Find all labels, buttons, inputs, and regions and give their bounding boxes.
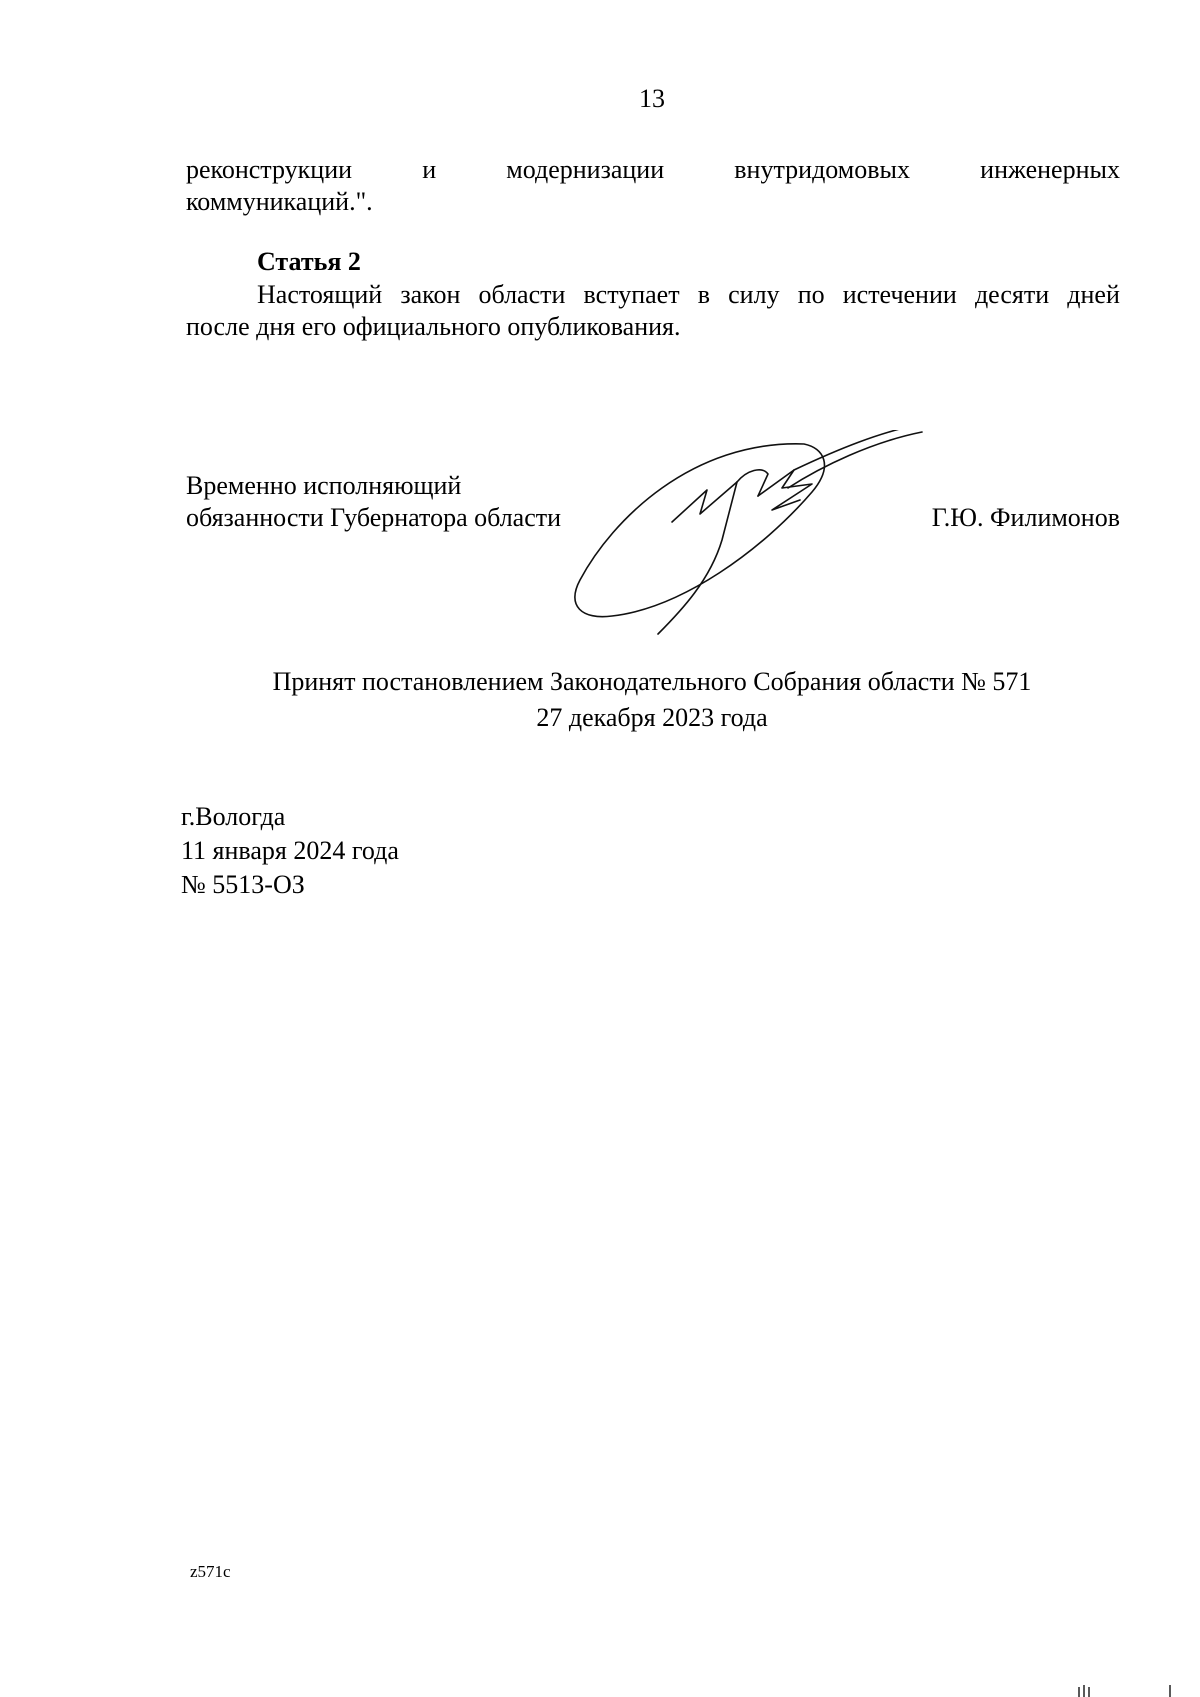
place-date-block <box>181 800 399 902</box>
city: г.Вологда <box>181 802 286 831</box>
word: закон <box>400 280 461 309</box>
word: внутридомовых <box>734 155 910 184</box>
signer-name: Г.Ю. Филимонов <box>931 503 1120 532</box>
adoption-line-1: Принят постановлением Законодательного Собрания области № 571 <box>272 667 1032 696</box>
word: инженерных <box>980 155 1120 184</box>
continuation-line-1 <box>186 154 1120 186</box>
word: области <box>478 280 566 309</box>
article-body <box>186 279 1120 343</box>
word: истечении <box>842 280 957 309</box>
article-heading: Статья 2 <box>257 247 361 276</box>
word: вступает <box>583 280 680 309</box>
handwritten-signature <box>572 430 982 642</box>
word: и <box>422 155 437 184</box>
scan-edge-marks <box>1075 1683 1200 1697</box>
adoption-line-2: 27 декабря 2023 года <box>536 703 768 732</box>
signer-title-line-2: обязанности Губернатора области <box>186 503 562 532</box>
article-line-1 <box>186 279 1120 311</box>
word: реконструкции <box>186 155 353 184</box>
signer-title <box>186 470 561 534</box>
signer-title-line-1: Временно исполняющий <box>186 471 462 500</box>
word: в <box>697 280 710 309</box>
word: модернизации <box>506 155 665 184</box>
word: дней <box>1067 280 1120 309</box>
adoption-note <box>0 664 1200 736</box>
law-number: № 5513-ОЗ <box>181 870 305 899</box>
article-line-2: после дня его официального опубликования. <box>186 312 681 341</box>
continuation-text <box>186 154 1120 218</box>
signing-date: 11 января 2024 года <box>181 836 399 865</box>
document-code: z571c <box>190 1562 231 1581</box>
word: по <box>797 280 825 309</box>
page-number: 13 <box>639 84 665 113</box>
word: силу <box>728 280 780 309</box>
continuation-line-2: коммуникаций.". <box>186 187 373 216</box>
word: десяти <box>974 280 1050 309</box>
word: Настоящий <box>257 280 383 309</box>
